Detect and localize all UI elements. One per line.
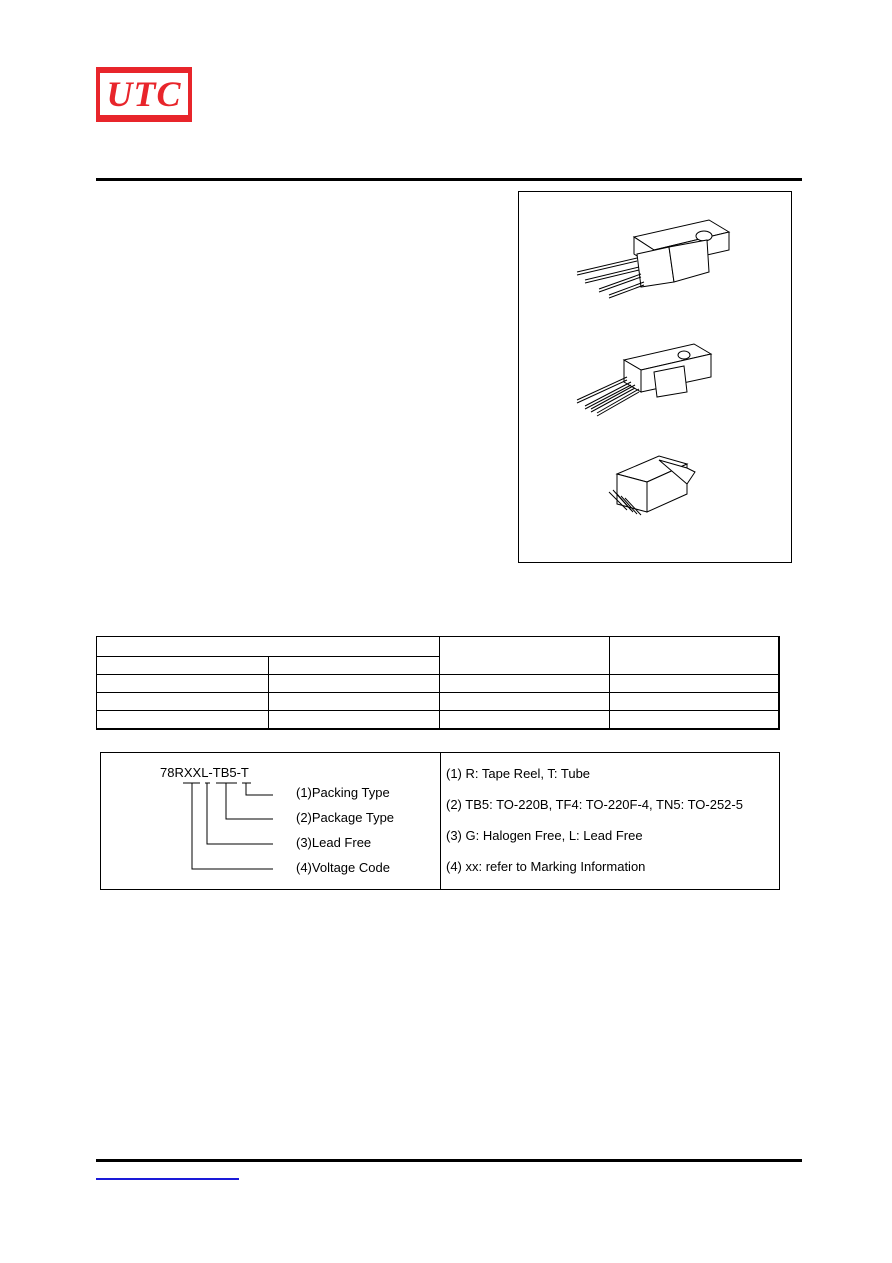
table-cell bbox=[97, 693, 269, 711]
table-cell bbox=[97, 675, 269, 693]
field-label-voltage-code: (4)Voltage Code bbox=[296, 860, 390, 875]
package-drawings bbox=[519, 192, 791, 562]
to-252-5-package-icon bbox=[609, 456, 695, 515]
code-box-divider bbox=[440, 753, 441, 889]
table-header-cell bbox=[269, 657, 440, 675]
to-220b-package-icon bbox=[577, 220, 729, 298]
table-row bbox=[97, 675, 779, 693]
package-illustration-box bbox=[518, 191, 792, 563]
table-header-cell bbox=[97, 637, 440, 657]
field-label-packing-type: (1)Packing Type bbox=[296, 785, 390, 800]
table-cell bbox=[440, 675, 610, 693]
description-lead-free: (3) G: Halogen Free, L: Lead Free bbox=[446, 828, 643, 843]
to-220f-4-package-icon bbox=[577, 344, 711, 416]
table-header-cell bbox=[610, 637, 779, 675]
table-cell bbox=[269, 675, 440, 693]
description-voltage-code: (4) xx: refer to Marking Information bbox=[446, 859, 646, 874]
field-label-package-type: (2)Package Type bbox=[296, 810, 395, 825]
table-row bbox=[97, 693, 779, 711]
description-package-type: (2) TB5: TO-220B, TF4: TO-220F-4, TN5: TO-252-5 bbox=[446, 797, 743, 812]
header-rule bbox=[96, 178, 802, 181]
part-number-code-box bbox=[100, 752, 780, 890]
table-cell bbox=[269, 711, 440, 730]
table-header-cell bbox=[440, 637, 610, 675]
part-code-label: 78RXXL-TB5-T bbox=[160, 765, 249, 780]
table-cell bbox=[440, 693, 610, 711]
logo-text: UTC bbox=[106, 74, 182, 114]
utc-logo bbox=[96, 67, 192, 122]
footer-website-link[interactable] bbox=[96, 1178, 239, 1180]
table-row bbox=[97, 711, 779, 730]
table-cell bbox=[269, 693, 440, 711]
table-cell bbox=[610, 711, 779, 730]
table-cell bbox=[610, 693, 779, 711]
description-packing-type: (1) R: Tape Reel, T: Tube bbox=[446, 766, 591, 781]
field-label-lead-free: (3)Lead Free bbox=[296, 835, 372, 850]
ordering-information-table bbox=[96, 636, 780, 730]
table-header-cell bbox=[97, 657, 269, 675]
footer-rule bbox=[96, 1159, 802, 1162]
table-header-row bbox=[97, 637, 779, 657]
table-cell bbox=[440, 711, 610, 730]
table-cell bbox=[610, 675, 779, 693]
table-cell bbox=[97, 711, 269, 730]
